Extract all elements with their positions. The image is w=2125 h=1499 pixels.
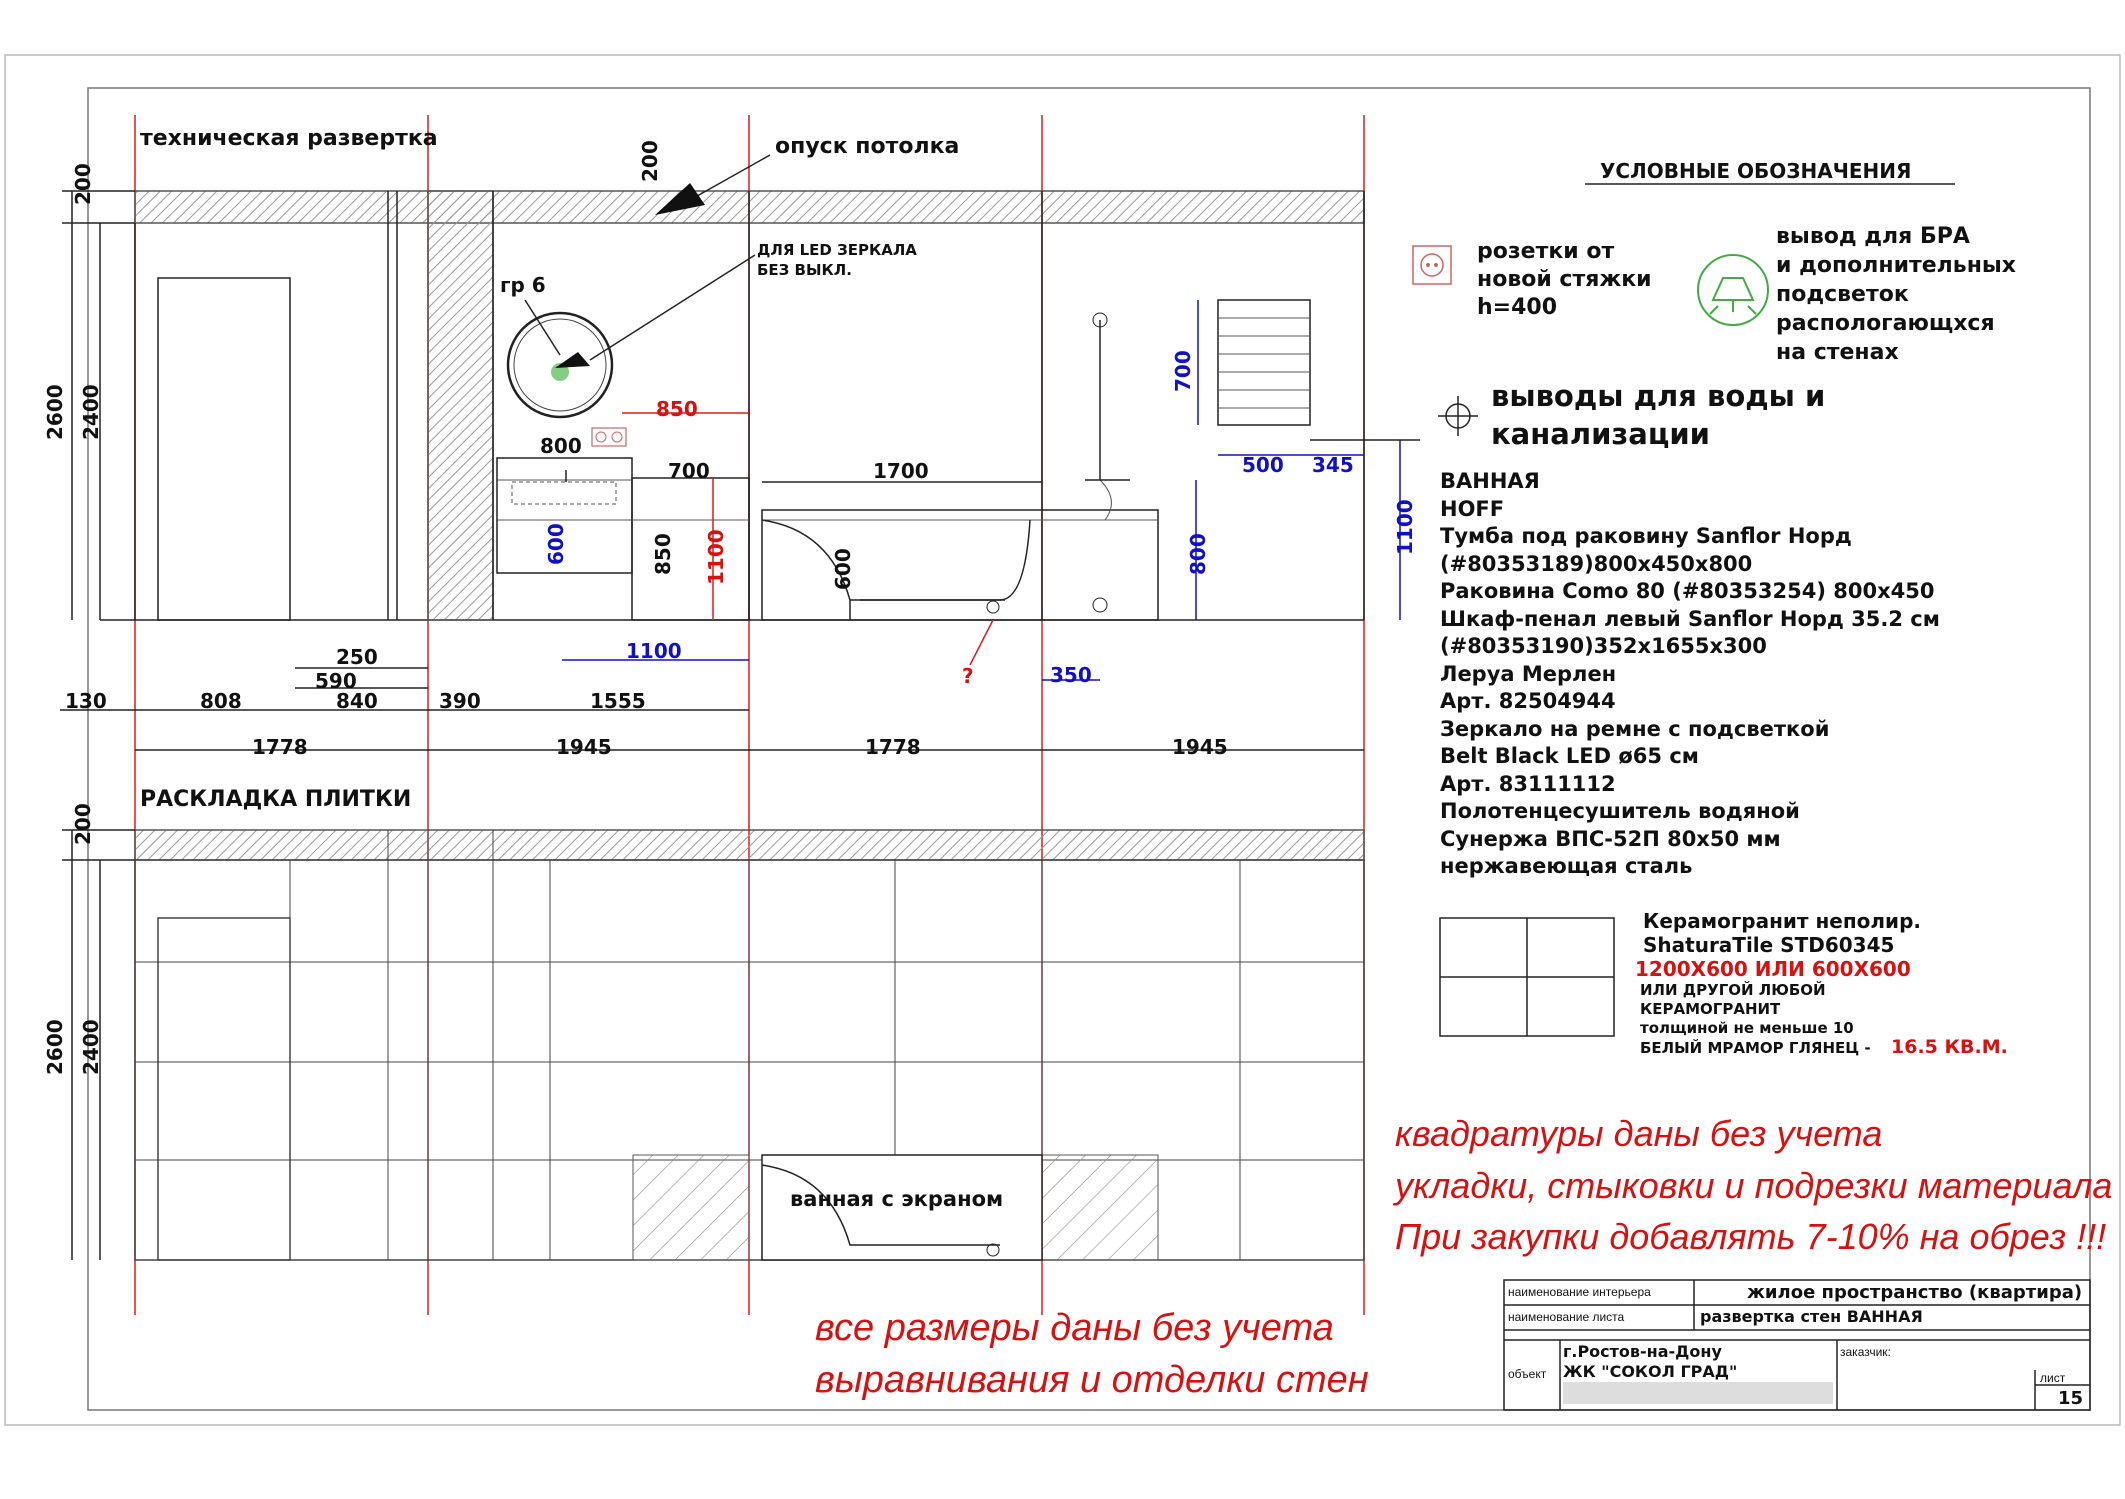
tile-spec-2: ShaturaTile STD60345 [1643,933,1895,957]
tb-object-line1: г.Ростов-на-Дону [1563,1342,1722,1361]
spec-line: Леруа Мерлен [1440,662,1617,686]
dim-700-blue: 700 [1171,350,1195,392]
shower-set [1085,313,1130,612]
dim-1555: 1555 [590,689,646,713]
total-1778-a: 1778 [252,735,308,759]
spec-line: Зеркало на ремне с подсветкой [1440,717,1830,741]
dim-600-tub: 600 [831,548,855,590]
tb-sheet-label: наименование листа [1508,1310,1625,1324]
tall-cabinet [632,478,749,620]
tile-spec-7: БЕЛЫЙ МРАМОР ГЛЯНЕЦ - [1640,1039,1871,1057]
tiles-ceiling [135,830,1364,860]
socket-icon [1413,246,1451,284]
tb-client-label: заказчик: [1840,1345,1891,1359]
legend-water-1: выводы для воды и [1491,379,1826,413]
tile-spec-size: 1200X600 ИЛИ 600X600 [1635,957,1911,981]
dim-1700: 1700 [873,459,929,483]
tile-sample [1440,918,1614,1036]
dim-850-vert: 850 [651,533,675,575]
legend-lamp-4: распологающхся [1776,311,1995,336]
dim-350-blue: 350 [1050,663,1092,687]
elevation-walls [100,191,1364,620]
tb-interior-value: жилое пространство (квартира) [1747,1282,2083,1303]
wall-lamp-icon [1698,255,1768,325]
total-1778-b: 1778 [865,735,921,759]
tiles-title: РАСКЛАДКА ПЛИТКИ [140,787,412,812]
dim-500-blue: 500 [1242,453,1284,477]
bathtub [762,510,1158,620]
total-1945-a: 1945 [556,735,612,759]
tb-interior-label: наименование интерьера [1508,1285,1651,1299]
dim-808: 808 [200,689,242,713]
spec-line: (#80353189)800x450x800 [1440,552,1753,576]
spec-line: Арт. 83111112 [1440,772,1616,796]
note-dims-1: все размеры даны без учета [815,1307,1334,1349]
dim-1100-red: 1100 [704,529,728,585]
dim-345-blue: 345 [1312,453,1354,477]
elevation-title: техническая развертка [140,126,438,151]
led-note-1: ДЛЯ LED ЗЕРКАЛА [757,241,917,259]
spec-list [1440,469,1940,878]
tile-spec-area: 16.5 КВ.М. [1891,1036,2008,1058]
water-outlet-icon [1438,396,1478,436]
height-2600: 2600 [43,384,67,440]
spec-line: Раковина Como 80 (#80353254) 800x450 [1440,579,1935,603]
dim-850-red: 850 [656,397,698,421]
tile-spec-6: толщиной не меньше 10 [1640,1019,1854,1037]
dim-590: 590 [315,669,357,693]
tb-page-label: лист [2040,1371,2066,1385]
tile-spec-4: ИЛИ ДРУГОЙ ЛЮБОЙ [1640,981,1826,999]
tiles-height-dims [43,803,135,1260]
elevation-height-dims [43,163,135,620]
tile-spec-5: КЕРАМОГРАНИТ [1640,1000,1781,1018]
dim-250: 250 [336,645,378,669]
ceiling-200-dim: 200 [71,163,95,205]
dim-800-blue: 800 [1186,533,1210,575]
dim-600-vanity: 600 [544,523,568,565]
legend-socket-1: розетки от [1477,239,1615,264]
spec-line: ВАННАЯ [1440,469,1540,493]
led-note-2: БЕЗ ВЫКЛ. [757,261,852,279]
spec-line: Арт. 82504944 [1440,689,1616,713]
note-dims-2: выравнивания и отделки стен [815,1359,1369,1401]
spec-line: нержавеющая сталь [1440,854,1693,878]
ceiling-drop-dim: 200 [638,140,662,182]
towel-rail [1218,300,1310,425]
legend-socket-2: новой стяжки [1477,267,1652,292]
spec-line: (#80353190)352x1655x300 [1440,634,1767,658]
legend-lamp-5: на стенах [1776,340,1899,365]
tb-object-label: объект [1508,1367,1547,1381]
spec-line: Тумба под раковину Sanflor Норд [1440,524,1852,548]
tiles-height-2600: 2600 [43,1019,67,1075]
legend-socket-3: h=400 [1477,295,1558,320]
ceiling-note: опуск потолка [775,134,960,159]
legend-water-2: канализации [1491,417,1710,451]
dim-800-vanity: 800 [540,434,582,458]
legend-lamp-1: вывод для БРА [1776,224,1970,249]
spec-line: Шкаф-пенал левый Sanflor Норд 35.2 см [1440,607,1940,631]
tiles-bath-label: ванная с экраном [790,1187,1004,1211]
tiles-height-2400: 2400 [79,1019,103,1075]
spec-line: Полотенцесушитель водяной [1440,799,1800,823]
total-1945-b: 1945 [1172,735,1228,759]
redacted-area [1563,1382,1833,1404]
dim-390: 390 [439,689,481,713]
tb-object-line2: ЖК "СОКОЛ ГРАД" [1563,1362,1738,1381]
spec-line: Belt Black LED ø65 см [1440,744,1699,768]
note-quad-1: квадратуры даны без учета [1395,1113,1883,1154]
note-quad-3: При закупки добавлять 7-10% на обрез !!! [1395,1216,2107,1257]
dim-700: 700 [668,459,710,483]
tiles-ceiling-200: 200 [71,803,95,845]
legend-lamp-3: подсветок [1776,282,1909,307]
spec-line: HOFF [1440,497,1505,521]
dim-1100-blue-right: 1100 [1393,499,1417,555]
socket-icon [592,428,626,446]
group-label: гр 6 [500,273,546,297]
tile-spec-1: Керамогранит неполир. [1643,909,1921,933]
spec-line: Сунержа ВПС-52П 80x50 мм [1440,827,1781,851]
dim-840: 840 [336,689,378,713]
height-2400: 2400 [79,384,103,440]
legend-title: УСЛОВНЫЕ ОБОЗНАЧЕНИЯ [1600,159,1912,183]
dim-1100-blue: 1100 [626,639,682,663]
question-mark: ? [962,664,974,688]
tb-page-number: 15 [2058,1388,2084,1409]
dim-130: 130 [65,689,107,713]
legend-lamp-2: и дополнительных [1776,253,2016,278]
note-quad-2: укладки, стыковки и подрезки материала [1395,1165,2113,1206]
tb-sheet-value: развертка стен ВАННАЯ [1700,1307,1923,1326]
